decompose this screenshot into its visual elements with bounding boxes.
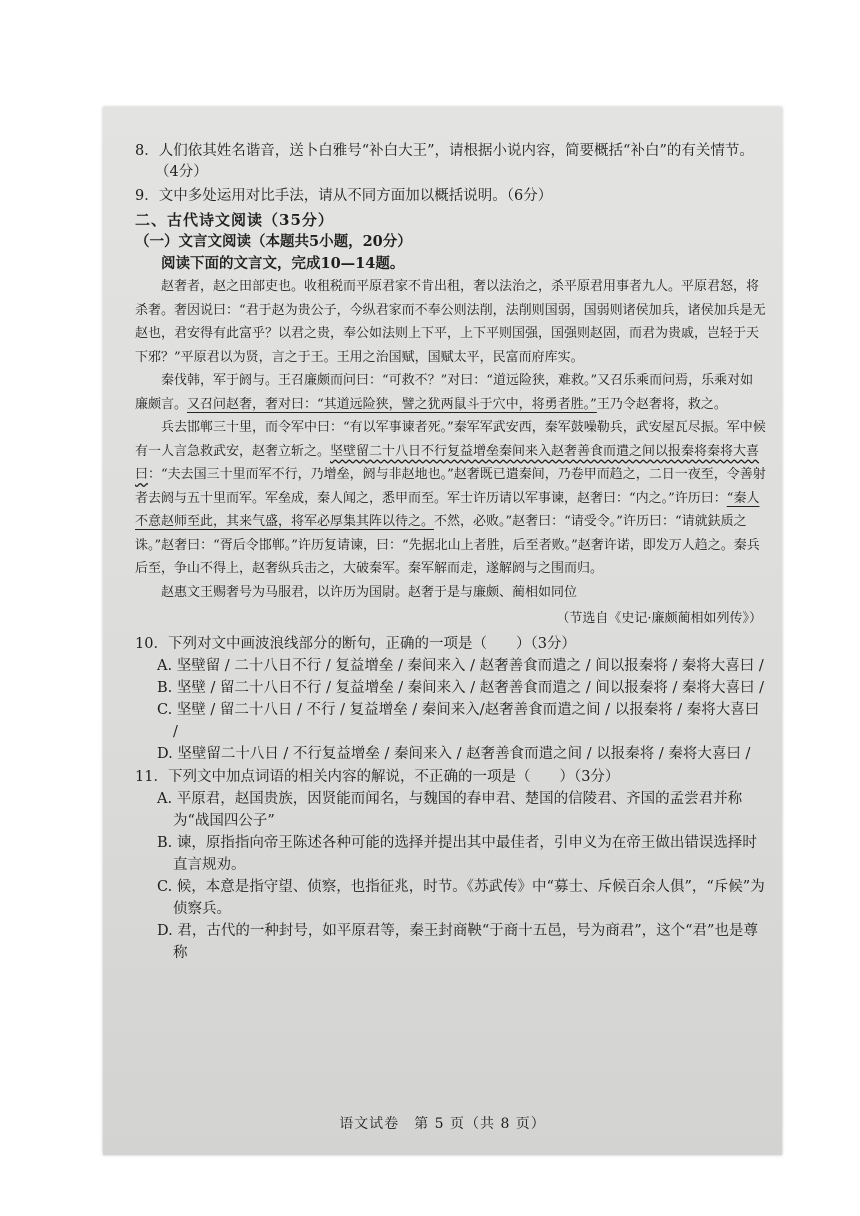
question-10-option-d: D. 坚壁留二十八日 / 不行复益增垒 / 秦间来入 / 赵奢善食而遣之间 / 以报秦将 / 秦将大喜曰 / xyxy=(157,746,751,762)
section-heading: 二、古代诗文阅读（35分） xyxy=(135,211,334,229)
question-10-option-b: B. 坚壁 / 留二十八日不行 / 复益增垒 / 秦间来入 / 赵奢善食而遣之 / 间以报秦将 / 秦将大喜曰 / xyxy=(157,680,764,696)
reading-instruction: 阅读下面的文言文，完成10—14题。 xyxy=(161,255,405,272)
subsection-heading: （一）文言文阅读（本题共5小题，20分） xyxy=(135,233,412,250)
passage-text: 秦伐韩，军于阏与。王召廉颇而问曰：“可救不？”对曰：“道远险狭，难救。”又召乐乘而问焉，乐乘对如廉颇言。 xyxy=(135,373,754,412)
passage-paragraph-4: 赵惠文王赐奢号为马服君，以许历为国尉。赵奢于是与廉颇、蔺相如同位 xyxy=(161,584,578,600)
question-10-stem: 10．下列对文中画波浪线部分的断句，正确的一项是（ ）（3分） xyxy=(135,636,576,652)
question-9: 9．文中多处运用对比手法，请从不同方面加以概括说明。（6分） xyxy=(135,188,553,204)
question-11-option-a: A. 平原君，赵国贵族，因贤能而闻名，与魏国的春申君、楚国的信陵君、齐国的孟尝君并称为“战国四公子” xyxy=(157,791,743,829)
passage-paragraph-2 xyxy=(135,369,766,416)
question-11-stem: 11．下列文中加点词语的相关内容的解说，不正确的一项是（ ）（3分） xyxy=(135,769,620,785)
passage-text: 不然，必败。”赵奢曰：“请受令。”许历曰：“请就鈇质之诛。”赵奢曰：“胥后令邯郸。”许历复请谏，曰：“先据北山上者胜，后至者败。”赵奢许诺，即发万人趋之。秦兵后至，争山不得上，赵奢纵兵击之，大破秦军。秦军解而走，遂解阏与之围而归。 xyxy=(135,514,760,576)
translation-underline: 又召问赵奢，奢对曰：“其道远险狭，譬之犹两鼠斗于穴中，将勇者胜。” xyxy=(187,396,597,412)
passage-paragraph-3 xyxy=(135,416,766,581)
question-11-option-c: C. 候，本意是指守望、侦察，也指征兆，时节。《苏武传》中“募士、斥候百余人俱”，“斥候”为侦察兵。 xyxy=(157,879,765,917)
page-content xyxy=(135,141,766,964)
passage-text: 兵去邯郸三十里，而令军中曰：“有以军事谏者死。”秦军军武安西，秦军鼓噪勒兵，武安屋瓦尽振。军中候有一人言急救武安，赵奢立斩之。 xyxy=(135,420,766,459)
wavy-underline-segment: 坚壁留二十八日不行复益增垒秦间来入赵奢善食而遣之间以报秦将秦将大喜曰 xyxy=(135,443,760,482)
question-10-option-c: C. 坚壁 / 留二十八日 / 不行 / 复益增垒 / 秦间来入/赵奢善食而遣之间 / 以报秦将 / 秦将大喜曰 / xyxy=(157,702,760,740)
exam-page xyxy=(103,107,782,1155)
question-11-option-d: D. 君，古代的一种封号，如平原君等，秦王封商鞅“于商十五邑，号为商君”，这个“君”也是尊称 xyxy=(157,923,758,961)
translation-underline: “秦人不意赵师至此，其来气盛，将军必厚集其阵以待之。 xyxy=(135,490,760,529)
page-footer: 语文试卷 第 5 页（共 8 页） xyxy=(339,1116,546,1132)
passage-source: （节选自《史记·廉颇蔺相如列传》） xyxy=(556,611,762,626)
question-10-option-a: A. 坚壁留 / 二十八日不行 / 复益增垒 / 秦间来入 / 赵奢善食而遣之 / 间以报秦将 / 秦将大喜曰 / xyxy=(157,658,764,674)
question-11-option-b: B. 谏，原指指向帝王陈述各种可能的选择并提出其中最佳者，引申义为在帝王做出错误选择时直言规劝。 xyxy=(157,835,757,873)
passage-text: 王乃令赵奢将，救之。 xyxy=(596,396,727,412)
passage-text: ：“夫去国三十里而军不行，乃增垒，阏与非赵地也。”赵奢既已遣秦间，乃卷甲而趋之，二日一夜至，令善射者去阏与五十里而军。军垒成，秦人闻之，悉甲而至。军士许历请以军事谏，赵奢曰：“内之。”许历曰： xyxy=(135,467,766,506)
classical-passage xyxy=(135,275,766,604)
passage-paragraph-1: 赵奢者，赵之田部吏也。收租税而平原君家不肯出租，奢以法治之，杀平原君用事者九人。平原君怒，将杀奢。奢因说曰：“君于赵为贵公子，今纵君家而不奉公则法削，法削则国弱，国弱则诸侯加兵，诸侯加兵是无赵也，君安得有此富乎？以君之贵，奉公如法则上下平，上下平则国强，国强则赵固，而君为贵戚，岂轻于天下邪？”平原君以为贤，言之于王。王用之治国赋，国赋太平，民富而府库实。 xyxy=(135,279,766,365)
question-8: 8．人们依其姓名谐音，送卜白雅号“补白大王”，请根据小说内容，简要概括“补白”的有关情节。（4分） xyxy=(135,143,754,180)
